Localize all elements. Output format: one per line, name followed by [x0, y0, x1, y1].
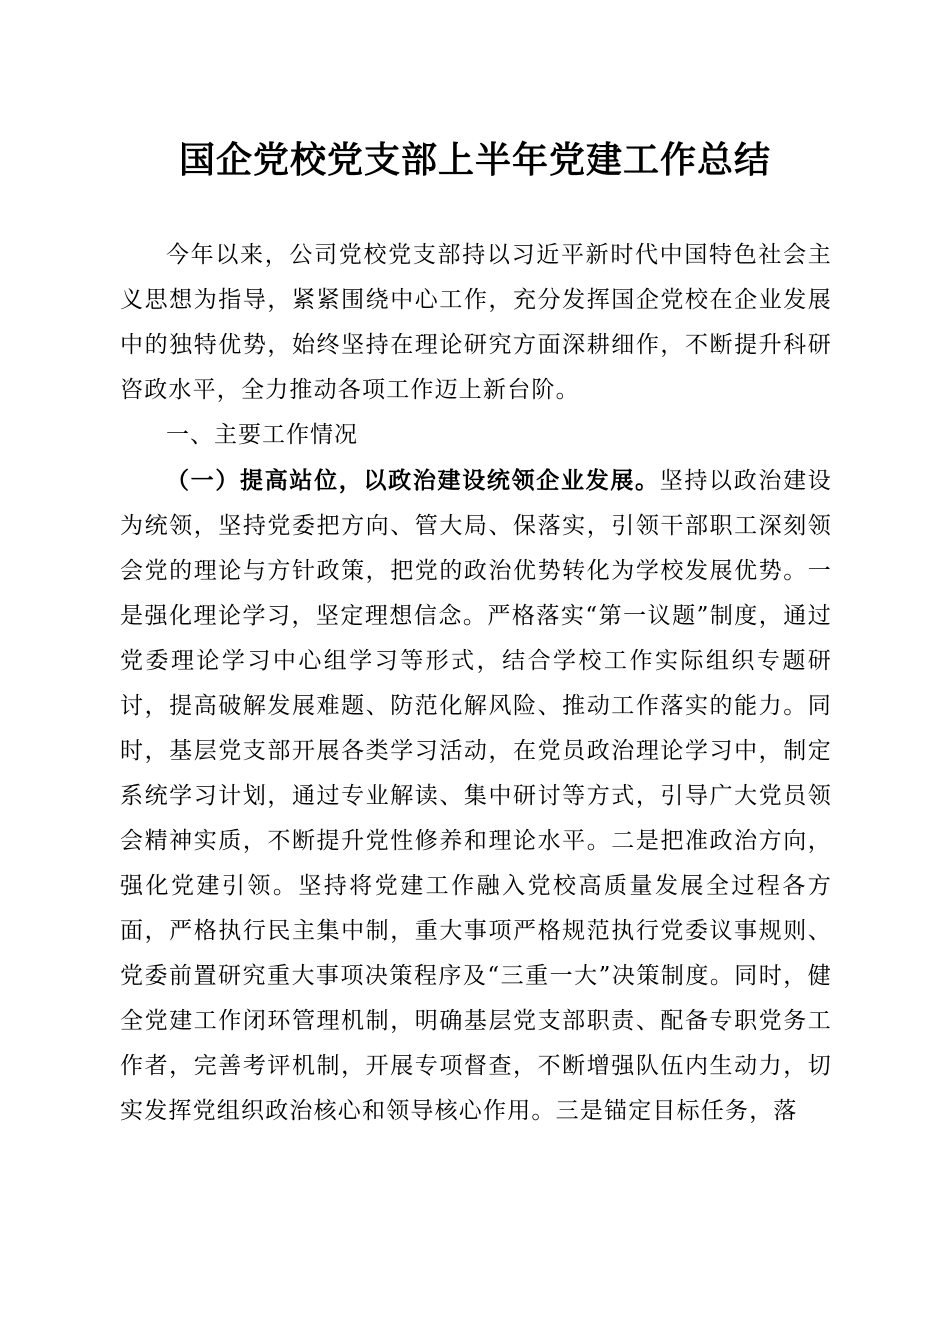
intro-paragraph: 今年以来，公司党校党支部持以习近平新时代中国特色社会主义思想为指导，紧紧围绕中心工作，充分发挥国企党校在企业发展中的独特优势，始终坚持在理论研究方面深耕细作，不断提升科研咨政水平，全力推动各项工作迈上新台阶。 — [120, 242, 832, 403]
subsection-lead: （一）提高站位，以政治建设统领企业发展。 — [166, 467, 660, 494]
document-body — [120, 233, 832, 1134]
section-heading: 一、主要工作情况 — [166, 422, 358, 448]
subsection-paragraph — [120, 458, 832, 1134]
subsection-body: 坚持以政治建设为统领，坚持党委把方向、管大局、保落实，引领干部职工深刻领会党的理论与方针政策，把党的政治优势转化为学校发展优势。一是强化理论学习，坚定理想信念。严格落实“第一议题”制度，通过党委理论学习中心组学习等形式，结合学校工作实际组织专题研讨，提高破解发展难题、防范化解风险、推动工作落实的能力。同时，基层党支部开展各类学习活动，在党员政治理论学习中，制定系统学习计划，通过专业解读、集中研讨等方式，引导广大党员领会精神实质，不断提升党性修养和理论水平。二是把准政治方向，强化党建引领。坚持将党建工作融入党校高质量发展全过程各方面，严格执行民主集中制，重大事项严格规范执行党委议事规则、党委前置研究重大事项决策程序及“三重一大”决策制度。同时，健全党建工作闭环管理机制，明确基层党支部职责、配备专职党务工作者，完善考评机制，开展专项督查，不断增强队伍内生动力，切实发挥党组织政治核心和领导核心作用。三是锚定目标任务，落 — [120, 468, 832, 1124]
document-title: 国企党校党支部上半年党建工作总结 — [178, 139, 771, 181]
